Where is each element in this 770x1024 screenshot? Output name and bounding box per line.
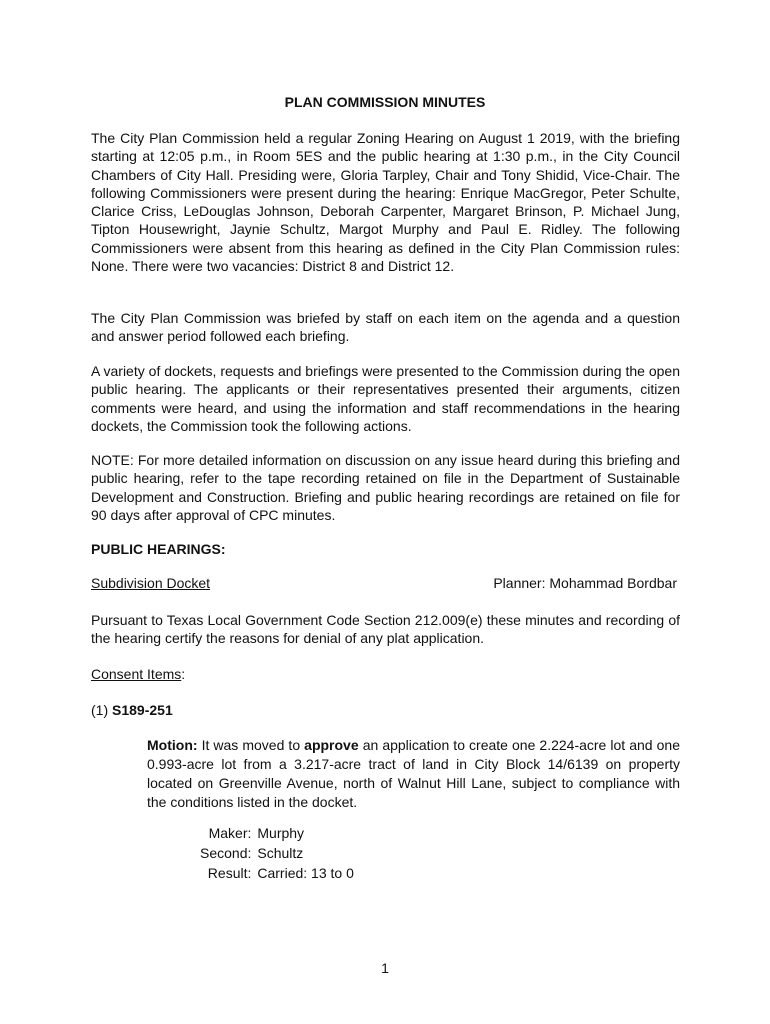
- motion-pre: It was moved to: [197, 737, 305, 753]
- vote-table: [200, 824, 360, 884]
- vote-row-maker: [200, 824, 360, 844]
- vote-row-result: [200, 864, 360, 884]
- section-paragraph: Pursuant to Texas Local Government Code Section 212.009(e) these minutes and recording of the hearing certify the reasons for denial of any plat application.: [91, 612, 680, 647]
- vote-label: Second:: [200, 845, 252, 861]
- motion-post: an application to create one 2.224-acre lot and one 0.993-acre lot from a 3.217-acre tract of land in City Block 14/6139 on property located on Greenville Avenue, north of Walnut Hill Lane, subject to compliance with the conditions listed in the docket.: [147, 737, 680, 810]
- note-paragraph: NOTE: For more detailed information on discussion on any issue heard during this briefing and public hearing, refer to the tape recording retained on file in the Department of Sustainable Development and Construction. Briefing and public hearing recordings are retained on file for 90 days after approval of CPC minutes.: [91, 452, 680, 523]
- public-hearings-heading: PUBLIC HEARINGS:: [91, 541, 226, 557]
- vote-label: Maker:: [208, 825, 252, 841]
- consent-items-colon: :: [181, 666, 186, 682]
- intro-paragraph: The City Plan Commission held a regular Zoning Hearing on August 1 2019, with the briefing starting at 12:05 p.m., in Room 5ES and the public hearing at 1:30 p.m., in the City Council Chambers of City Hall. Presiding were, Gloria Tarpley, Chair and Tony Shidid, Vice-Chair. The following Commissioners were present during the hearing: Enrique MacGregor, Peter Schulte, Clarice Criss, LeDouglas Johnson, Deborah Carpenter, Margaret Brinson, P. Michael Jung, Tipton Housewright, Jaynie Schultz, Margot Murphy and Paul E. Ridley. The following Commissioners were absent from this hearing as defined in the City Plan Commission rules: None. There were two vacancies: District 8 and District 12.: [91, 130, 680, 275]
- case-number: S189-251: [112, 702, 173, 718]
- consent-items-label: Consent Items: [91, 666, 182, 682]
- consent-items-heading: [91, 666, 185, 682]
- motion-label: Motion:: [147, 737, 198, 753]
- item-heading: [91, 702, 173, 718]
- vote-value: Murphy: [257, 825, 305, 841]
- vote-label: Result:: [207, 865, 252, 881]
- vote-value: Schultz: [257, 845, 304, 861]
- planner-name: Planner: Mohammad Bordbar: [493, 575, 677, 591]
- item-number: (1): [91, 702, 109, 718]
- vote-value: Carried: 13 to 0: [257, 865, 354, 881]
- page-title: PLAN COMMISSION MINUTES: [284, 94, 486, 110]
- briefing-paragraph: The City Plan Commission was briefed by staff on each item on the agenda and a question and answer period followed each briefing.: [91, 310, 680, 345]
- page-number: 1: [381, 960, 389, 976]
- dockets-paragraph: A variety of dockets, requests and briefings were presented to the Commission during the open public hearing. The applicants or their representatives presented their arguments, citizen comments were heard, and using the information and staff recommendations in the hearing dockets, the Commission took the following actions.: [91, 363, 680, 434]
- vote-row-second: [200, 844, 360, 864]
- subdivision-docket-heading: Subdivision Docket: [91, 575, 211, 591]
- motion-paragraph: [147, 736, 680, 812]
- motion-action: approve: [304, 737, 359, 753]
